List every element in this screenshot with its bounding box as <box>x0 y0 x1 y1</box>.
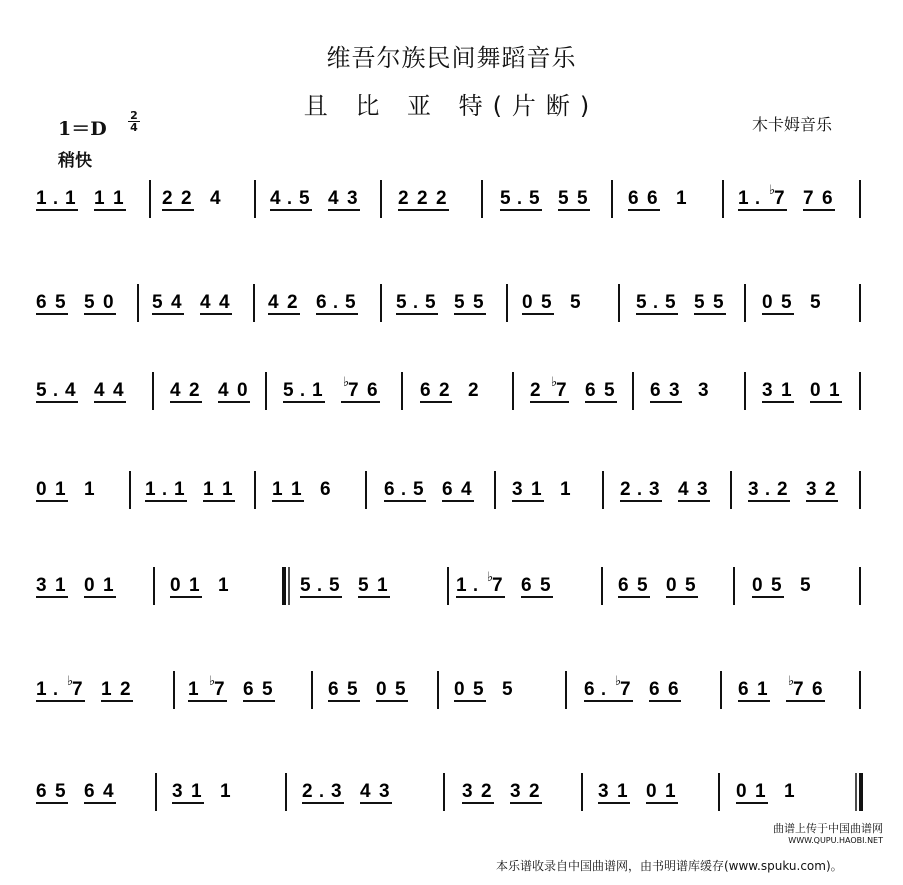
note-digit: 5 <box>636 292 647 313</box>
flat-sign: ♭ <box>343 375 350 390</box>
note-digit: 2 <box>417 188 428 209</box>
note-digit: 5 <box>685 575 696 596</box>
note-digit: 6 <box>822 188 833 209</box>
dot-mark: . <box>300 380 306 400</box>
note-digit: 6 <box>36 292 47 313</box>
note-digit: 7 <box>214 679 225 700</box>
note-digit: 5 <box>55 292 66 313</box>
note-digit: 2 <box>436 188 447 209</box>
note-digit: 5 <box>413 479 424 500</box>
note-digit: 5 <box>454 292 465 313</box>
note-digit: 3 <box>669 380 680 401</box>
note-digit: 2 <box>398 188 409 209</box>
note-digit: 5 <box>345 292 356 313</box>
note-digit: 5 <box>771 575 782 596</box>
note-digit: 1 <box>738 188 749 209</box>
note-digit: 5 <box>36 380 47 401</box>
note-digit: 4 <box>461 479 472 500</box>
note-digit: 0 <box>762 292 773 313</box>
note-digit: 3 <box>331 781 342 802</box>
note-digit: 1 <box>617 781 628 802</box>
dot-mark: . <box>473 575 479 595</box>
flat-sign: ♭ <box>209 674 216 689</box>
note-digit: 5 <box>283 380 294 401</box>
note-digit: 5 <box>781 292 792 313</box>
dot-mark: . <box>765 479 771 499</box>
note-digit: 6 <box>628 188 639 209</box>
note-digit: 1 <box>272 479 283 500</box>
note-digit: 1 <box>784 781 795 802</box>
note-digit: 5 <box>84 292 95 313</box>
dot-mark: . <box>637 479 643 499</box>
note-digit: 3 <box>510 781 521 802</box>
note-digit: 5 <box>604 380 615 401</box>
note-digit: 5 <box>473 679 484 700</box>
note-digit: 4 <box>219 292 230 313</box>
key-signature: 1＝D <box>58 118 107 140</box>
note-digit: 1 <box>145 479 156 500</box>
note-digit: 5 <box>358 575 369 596</box>
note-digit: 1 <box>203 479 214 500</box>
note-digit: 7 <box>774 188 785 209</box>
note-digit: 2 <box>529 781 540 802</box>
note-digit: 6 <box>442 479 453 500</box>
note-digit: 4 <box>360 781 371 802</box>
note-digit: 5 <box>329 575 340 596</box>
note-digit: 5 <box>299 188 310 209</box>
note-digit: 2 <box>825 479 836 500</box>
note-digit: 3 <box>748 479 759 500</box>
note-digit: 4 <box>65 380 76 401</box>
note-digit: 5 <box>395 679 406 700</box>
note-digit: 4 <box>678 479 689 500</box>
note-digit: 3 <box>347 188 358 209</box>
note-digit: 1 <box>222 479 233 500</box>
note-digit: 5 <box>577 188 588 209</box>
note-digit: 4 <box>218 380 229 401</box>
flat-sign: ♭ <box>487 570 494 585</box>
note-digit: 2 <box>181 188 192 209</box>
note-digit: 3 <box>598 781 609 802</box>
note-digit: 4 <box>200 292 211 313</box>
note-digit: 5 <box>347 679 358 700</box>
dot-mark: . <box>601 679 607 699</box>
note-digit: 1 <box>456 575 467 596</box>
note-digit: 6 <box>584 679 595 700</box>
note-digit: 0 <box>646 781 657 802</box>
note-digit: 3 <box>806 479 817 500</box>
dot-mark: . <box>755 188 761 208</box>
note-digit: 6 <box>647 188 658 209</box>
note-digit: 0 <box>522 292 533 313</box>
flat-sign: ♭ <box>551 375 558 390</box>
note-digit: 6 <box>328 679 339 700</box>
note-digit: 6 <box>668 679 679 700</box>
composer-credit: 木卡姆音乐 <box>752 115 833 134</box>
note-digit: 2 <box>530 380 541 401</box>
note-digit: 2 <box>189 380 200 401</box>
watermark <box>773 823 883 847</box>
note-digit: 4 <box>268 292 279 313</box>
note-digit: 6 <box>36 781 47 802</box>
note-digit: 1 <box>665 781 676 802</box>
note-digit: 1 <box>84 479 95 500</box>
note-digit: 0 <box>170 575 181 596</box>
page-title: 维吾尔族民间舞蹈音乐 <box>326 44 577 72</box>
note-digit: 6 <box>384 479 395 500</box>
note-digit: 0 <box>84 575 95 596</box>
note-digit: 5 <box>570 292 581 313</box>
note-digit: 4 <box>170 380 181 401</box>
note-digit: 1 <box>65 188 76 209</box>
note-digit: 4 <box>270 188 281 209</box>
note-digit: 3 <box>462 781 473 802</box>
note-digit: 3 <box>172 781 183 802</box>
note-digit: 0 <box>810 380 821 401</box>
note-digit: 1 <box>531 479 542 500</box>
note-digit: 2 <box>481 781 492 802</box>
note-digit: 6 <box>812 679 823 700</box>
note-digit: 5 <box>810 292 821 313</box>
note-digit: 7 <box>803 188 814 209</box>
note-digit: 5 <box>396 292 407 313</box>
note-digit: 0 <box>36 479 47 500</box>
note-digit: 6 <box>618 575 629 596</box>
tempo-marking: 稍快 <box>58 151 92 171</box>
dot-mark: . <box>287 188 293 208</box>
note-digit: 2 <box>777 479 788 500</box>
note-digit: 1 <box>55 575 66 596</box>
note-digit: 3 <box>36 575 47 596</box>
note-digit: 0 <box>376 679 387 700</box>
note-digit: 6 <box>316 292 327 313</box>
note-digit: 5 <box>800 575 811 596</box>
note-digit: 1 <box>560 479 571 500</box>
note-digit: 3 <box>512 479 523 500</box>
note-digit: 1 <box>755 781 766 802</box>
note-digit: 5 <box>637 575 648 596</box>
note-digit: 1 <box>113 188 124 209</box>
note-digit: 1 <box>189 575 200 596</box>
note-digit: 1 <box>377 575 388 596</box>
note-digit: 7 <box>620 679 631 700</box>
note-digit: 1 <box>312 380 323 401</box>
note-digit: 5 <box>558 188 569 209</box>
note-digit: 5 <box>500 188 511 209</box>
dot-mark: . <box>517 188 523 208</box>
note-digit: 0 <box>103 292 114 313</box>
note-digit: 7 <box>793 679 804 700</box>
dot-mark: . <box>401 479 407 499</box>
note-digit: 7 <box>556 380 567 401</box>
note-digit: 0 <box>237 380 248 401</box>
note-digit: 2 <box>162 188 173 209</box>
watermark-line1: 曲谱上传于中国曲谱网 <box>773 822 883 835</box>
note-digit: 7 <box>348 380 359 401</box>
note-digit: 5 <box>713 292 724 313</box>
dot-mark: . <box>53 679 59 699</box>
note-digit: 4 <box>328 188 339 209</box>
note-digit: 0 <box>666 575 677 596</box>
note-digit: 6 <box>649 679 660 700</box>
note-digit: 6 <box>420 380 431 401</box>
note-digit: 6 <box>320 479 331 500</box>
note-digit: 1 <box>220 781 231 802</box>
note-digit: 5 <box>665 292 676 313</box>
note-digit: 1 <box>191 781 202 802</box>
note-digit: 1 <box>757 679 768 700</box>
dot-mark: . <box>53 380 59 400</box>
note-digit: 5 <box>152 292 163 313</box>
dot-mark: . <box>53 188 59 208</box>
note-digit: 7 <box>72 679 83 700</box>
dot-mark: . <box>319 781 325 801</box>
note-digit: 6 <box>521 575 532 596</box>
note-digit: 1 <box>36 188 47 209</box>
note-digit: 5 <box>300 575 311 596</box>
note-digit: 4 <box>103 781 114 802</box>
note-digit: 1 <box>94 188 105 209</box>
piece-subtitle: 且 比 亚 特(片断) <box>303 92 600 120</box>
note-digit: 1 <box>103 575 114 596</box>
note-digit: 5 <box>55 781 66 802</box>
note-digit: 2 <box>302 781 313 802</box>
note-digit: 1 <box>101 679 112 700</box>
note-digit: 1 <box>676 188 687 209</box>
note-digit: 2 <box>287 292 298 313</box>
note-digit: 6 <box>243 679 254 700</box>
note-digit: 4 <box>94 380 105 401</box>
note-digit: 5 <box>473 292 484 313</box>
note-digit: 4 <box>171 292 182 313</box>
note-digit: 5 <box>529 188 540 209</box>
note-digit: 5 <box>541 292 552 313</box>
note-digit: 7 <box>492 575 503 596</box>
note-digit: 6 <box>650 380 661 401</box>
note-digit: 3 <box>762 380 773 401</box>
note-digit: 6 <box>84 781 95 802</box>
note-digit: 0 <box>752 575 763 596</box>
note-digit: 1 <box>55 479 66 500</box>
note-digit: 6 <box>585 380 596 401</box>
note-digit: 1 <box>174 479 185 500</box>
note-digit: 1 <box>218 575 229 596</box>
note-digit: 3 <box>379 781 390 802</box>
watermark-line2: WWW.QUPU.HAOBI.NET <box>788 836 883 845</box>
note-digit: 1 <box>188 679 199 700</box>
dot-mark: . <box>333 292 339 312</box>
dot-mark: . <box>317 575 323 595</box>
note-digit: 1 <box>291 479 302 500</box>
note-digit: 2 <box>120 679 131 700</box>
note-digit: 1 <box>781 380 792 401</box>
note-digit: 2 <box>620 479 631 500</box>
note-digit: 5 <box>425 292 436 313</box>
note-digit: 5 <box>540 575 551 596</box>
flat-sign: ♭ <box>769 183 776 198</box>
note-digit: 5 <box>694 292 705 313</box>
flat-sign: ♭ <box>615 674 622 689</box>
note-digit: 2 <box>468 380 479 401</box>
note-digit: 0 <box>454 679 465 700</box>
flat-sign: ♭ <box>67 674 74 689</box>
note-digit: 1 <box>829 380 840 401</box>
note-digit: 6 <box>367 380 378 401</box>
meter-top: 2 <box>130 109 138 122</box>
note-digit: 4 <box>210 188 221 209</box>
footer-note: 本乐谱收录自中国曲谱网，由书明谱库缓存(www.spuku.com)。 <box>496 859 843 873</box>
note-digit: 0 <box>736 781 747 802</box>
note-digit: 3 <box>698 380 709 401</box>
note-digit: 5 <box>502 679 513 700</box>
note-digit: 4 <box>113 380 124 401</box>
note-digit: 1 <box>36 679 47 700</box>
flat-sign: ♭ <box>788 674 795 689</box>
meter-bottom: 4 <box>128 121 140 133</box>
dot-mark: . <box>162 479 168 499</box>
note-digit: 5 <box>262 679 273 700</box>
note-digit: 3 <box>649 479 660 500</box>
note-digit: 6 <box>738 679 749 700</box>
note-digit: 3 <box>697 479 708 500</box>
note-digit: 2 <box>439 380 450 401</box>
dot-mark: . <box>653 292 659 312</box>
dot-mark: . <box>413 292 419 312</box>
